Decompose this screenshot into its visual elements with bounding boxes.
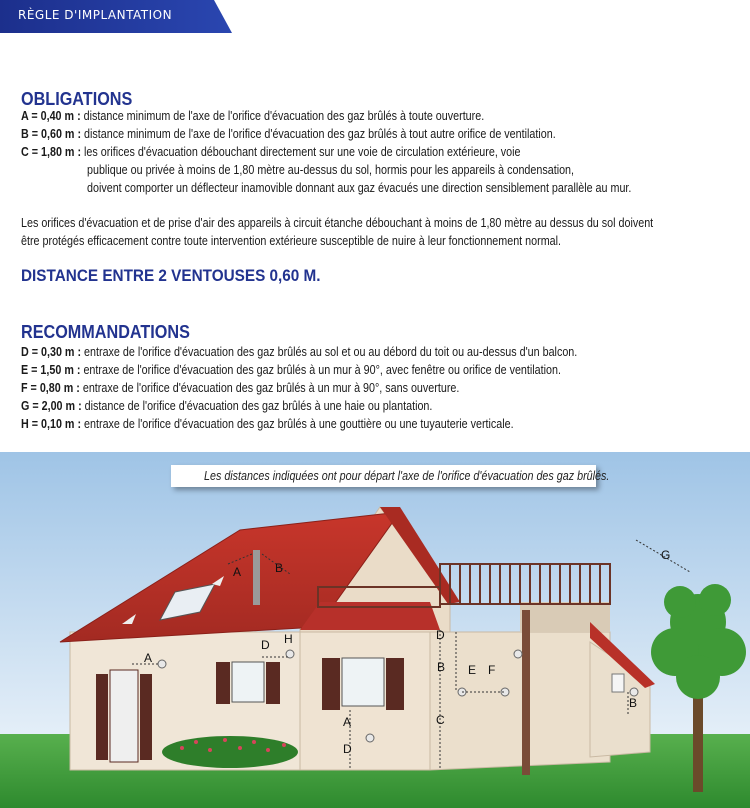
label-d-balcony: D (436, 628, 445, 642)
recommandation-d-text: entraxe de l'orifice d'évacuation des gaz brûlés au sol et ou au débord du toit ou au-dessus d'un balcon. (84, 345, 578, 359)
label-h: H (284, 632, 293, 646)
recommandation-g-key: G = 2,00 m : (21, 399, 82, 413)
recommandation-f-key: F = 0,80 m : (21, 381, 80, 395)
obligation-c-continuation-1: publique ou privée à moins de 1,80 mètre au-dessus du sol, hormis pour les appareils à condensation, (87, 163, 575, 177)
recommandation-h-text: entraxe de l'orifice d'évacuation des gaz brûlés à une gouttière ou une tuyauterie verticale. (84, 417, 514, 431)
obligation-b-key: B = 0,60 m : (21, 127, 82, 141)
obligations-title: OBLIGATIONS (21, 89, 133, 109)
obligations-paragraph-1: Les orifices d'évacuation et de prise d'air des appareils à circuit étanche débouchant à moins de 1,80 mètre au dessus du sol doivent (21, 216, 654, 230)
recommandation-e-text: entraxe de l'orifice d'évacuation des gaz brûlés à un mur à 90°, avec fenêtre ou orifice de ventilation. (83, 363, 561, 377)
page-header-title: RÈGLE D'IMPLANTATION (18, 8, 173, 22)
window-2 (342, 658, 384, 706)
recess-shadow (520, 602, 610, 632)
window-1-shutter-right (266, 662, 280, 704)
label-g: G (661, 548, 671, 562)
front-door (110, 670, 138, 762)
obligation-a (21, 109, 484, 123)
window-2-shutter-left (322, 658, 340, 710)
recommandation-f-text: entraxe de l'orifice d'évacuation des gaz brûlés à un mur à 90°, sans ouverture. (82, 381, 460, 395)
label-a-window: A (343, 715, 352, 729)
label-a-roof: A (233, 565, 242, 579)
obligation-c-key: C = 1,80 m : (21, 145, 82, 159)
window-2-shutter-right (386, 658, 404, 710)
label-b-roof: B (275, 561, 284, 575)
caption-text: Les distances indiquées ont pour départ l'axe de l'orifice d'évacuation des gaz brûlés. (203, 469, 610, 483)
hedge (162, 736, 298, 768)
recommandation-e (21, 363, 561, 377)
recommandation-g (21, 399, 432, 413)
obligation-b (21, 127, 556, 141)
label-e: E (468, 663, 477, 677)
house-illustration (0, 452, 750, 808)
label-c: C (436, 713, 445, 727)
door-shutter-right (140, 674, 152, 760)
recommandation-g-text: distance de l'orifice d'évacuation des gaz brûlés à une haie ou plantation. (84, 399, 433, 413)
obligation-a-text: distance minimum de l'axe de l'orifice d'évacuation des gaz brûlés à toute ouverture. (83, 109, 485, 123)
recommandation-h-key: H = 0,10 m : (21, 417, 82, 431)
recommandation-h (21, 417, 514, 431)
obligations-paragraph-2: être protégés efficacement contre toute intervention extérieure susceptible de nuire à leur fonctionnement normal. (21, 234, 562, 248)
label-d-eave: D (261, 638, 270, 652)
illustration-caption (171, 465, 610, 487)
balcony-column (522, 610, 530, 775)
label-d-ground: D (343, 742, 352, 756)
label-b-wall: B (437, 660, 446, 674)
label-f: F (488, 663, 496, 677)
window-1 (232, 662, 264, 702)
obligation-c-continuation-2: doivent comporter un déflecteur inamovible donnant aux gaz évacués une direction sensiblement parallèle au mur. (87, 181, 632, 195)
distance-title: DISTANCE ENTRE 2 VENTOUSES 0,60 M. (21, 266, 321, 285)
recommandation-d (21, 345, 577, 359)
obligation-c-text: les orifices d'évacuation débouchant directement sur une voie de circulation extérieure, voie (84, 145, 521, 159)
small-window (612, 674, 624, 692)
obligation-b-text: distance minimum de l'axe de l'orifice d'évacuation des gaz brûlés à tout autre orifice de ventilation. (84, 127, 556, 141)
recommandation-d-key: D = 0,30 m : (21, 345, 82, 359)
obligation-c (21, 145, 521, 159)
recommandation-f (21, 381, 459, 395)
recommandation-e-key: E = 1,50 m : (21, 363, 81, 377)
recommandations-title: RECOMMANDATIONS (21, 322, 190, 342)
label-a-door: A (144, 651, 153, 665)
obligation-a-key: A = 0,40 m : (21, 109, 81, 123)
window-1-shutter-left (216, 662, 230, 704)
door-shutter-left (96, 674, 108, 760)
flue-pipe (253, 550, 260, 605)
label-b-side: B (629, 696, 638, 710)
